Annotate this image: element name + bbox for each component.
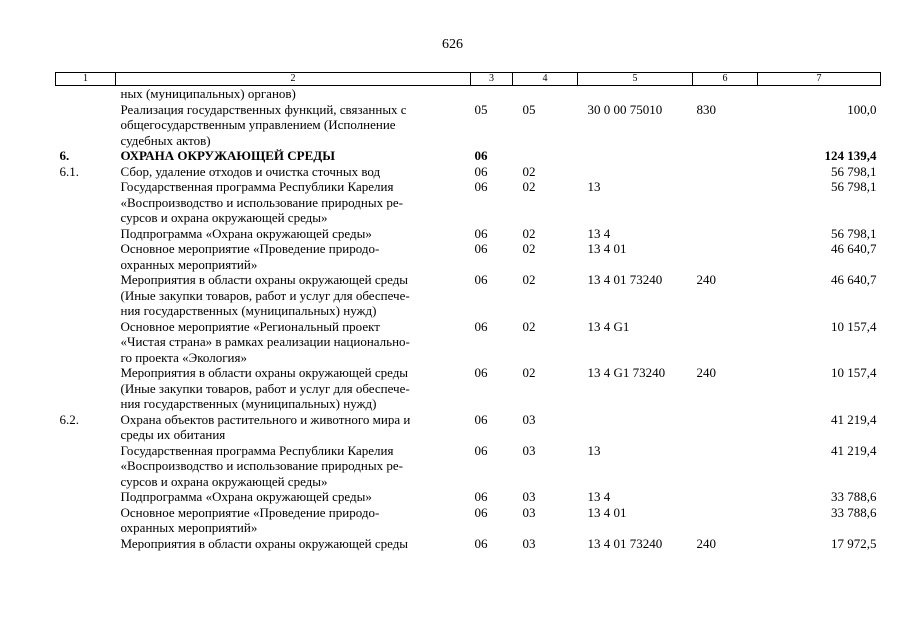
row-number-cell bbox=[56, 505, 116, 536]
amount-cell bbox=[758, 86, 881, 102]
row-name-line: судебных актов) bbox=[120, 132, 211, 148]
header-col-5: 5 bbox=[578, 73, 693, 86]
row-name-cell bbox=[116, 226, 471, 242]
subsection-code-cell: 03 bbox=[522, 504, 536, 520]
page-number: 626 bbox=[442, 37, 463, 52]
section-code-cell: 06 bbox=[474, 442, 488, 458]
subsection-code-cell: 02 bbox=[522, 179, 536, 194]
row-name-line: ОХРАНА ОКРУЖАЮЩЕЙ СРЕДЫ bbox=[120, 148, 335, 163]
row-name-cell bbox=[116, 102, 471, 149]
row-name-line: «Чистая страна» в рамках реализации национально- bbox=[120, 334, 410, 349]
expense-type-cell bbox=[693, 86, 758, 102]
table-row bbox=[56, 148, 881, 164]
row-name-cell bbox=[116, 505, 471, 536]
row-name-cell bbox=[116, 272, 471, 319]
row-number-cell bbox=[56, 319, 116, 366]
row-number-cell bbox=[56, 226, 116, 242]
header-col-6: 6 bbox=[693, 73, 758, 86]
expense-type-cell bbox=[693, 148, 758, 164]
expense-type-cell bbox=[693, 443, 758, 490]
row-number-cell: 6.1. bbox=[59, 163, 79, 179]
subsection-code-cell: 03 bbox=[522, 535, 536, 551]
target-article-cell: 13 bbox=[587, 179, 601, 194]
row-name-line: Основное мероприятие «Проведение природо- bbox=[120, 504, 380, 520]
table-header bbox=[56, 73, 881, 86]
table-row bbox=[56, 443, 881, 490]
subsection-code-cell: 02 bbox=[522, 272, 536, 287]
subsection-code-cell: 03 bbox=[522, 489, 536, 504]
subsection-code-cell: 02 bbox=[522, 241, 536, 256]
row-number-cell bbox=[56, 102, 116, 149]
section-code-cell: 06 bbox=[474, 318, 488, 334]
row-name-line: Мероприятия в области охраны окружающей среды bbox=[120, 535, 409, 551]
amount-cell: 41 219,4 bbox=[831, 442, 877, 458]
row-number-cell bbox=[56, 536, 116, 552]
amount-cell: 33 788,6 bbox=[831, 504, 877, 520]
section-code-cell: 06 bbox=[474, 179, 488, 194]
row-number-cell bbox=[56, 241, 116, 272]
section-code-cell: 06 bbox=[474, 489, 488, 504]
row-number-cell: 6.2. bbox=[59, 411, 79, 427]
row-name-cell bbox=[116, 536, 471, 552]
row-name-line: Подпрограмма «Охрана окружающей среды» bbox=[120, 225, 372, 241]
target-article-cell: 30 0 00 75010 bbox=[587, 101, 663, 117]
subsection-code-cell: 02 bbox=[522, 318, 536, 334]
target-article-cell bbox=[578, 412, 693, 443]
row-name-cell bbox=[116, 319, 471, 366]
amount-cell: 33 788,6 bbox=[831, 489, 877, 504]
amount-cell: 56 798,1 bbox=[831, 163, 877, 179]
target-article-cell bbox=[578, 148, 693, 164]
section-code-cell bbox=[471, 86, 513, 102]
table-row bbox=[56, 102, 881, 149]
row-name-line: ния государственных (муниципальных) нужд) bbox=[120, 396, 377, 411]
subsection-code-cell: 05 bbox=[522, 101, 536, 117]
section-code-cell: 06 bbox=[474, 272, 488, 287]
amount-cell: 124 139,4 bbox=[824, 148, 877, 163]
row-name-line: Подпрограмма «Охрана окружающей среды» bbox=[120, 489, 372, 504]
target-article-cell: 13 4 01 bbox=[587, 504, 627, 520]
row-name-cell bbox=[116, 179, 471, 226]
row-name-cell bbox=[116, 365, 471, 412]
row-name-line: го проекта «Экология» bbox=[120, 349, 247, 365]
expense-type-cell bbox=[693, 412, 758, 443]
header-col-1: 1 bbox=[56, 73, 116, 86]
subsection-code-cell: 02 bbox=[522, 365, 536, 380]
amount-cell: 56 798,1 bbox=[831, 225, 877, 241]
expense-type-cell bbox=[693, 226, 758, 242]
table-row bbox=[56, 86, 881, 102]
row-number-cell bbox=[56, 365, 116, 412]
budget-table bbox=[55, 72, 881, 551]
header-col-2: 2 bbox=[116, 73, 471, 86]
row-number-cell: 6. bbox=[59, 148, 70, 163]
table-row bbox=[56, 226, 881, 242]
subsection-code-cell: 03 bbox=[522, 442, 536, 458]
table-row bbox=[56, 164, 881, 180]
row-name-line: охранных мероприятий» bbox=[120, 256, 258, 272]
target-article-cell: 13 4 01 bbox=[587, 241, 627, 256]
subsection-code-cell: 03 bbox=[522, 411, 536, 427]
row-number-cell bbox=[56, 272, 116, 319]
table-row bbox=[56, 319, 881, 366]
section-code-cell: 06 bbox=[474, 163, 488, 179]
section-code-cell: 06 bbox=[474, 504, 488, 520]
row-number-cell bbox=[56, 443, 116, 490]
row-number-cell bbox=[56, 179, 116, 226]
section-code-cell: 06 bbox=[474, 148, 488, 163]
row-name-cell bbox=[116, 164, 471, 180]
table-row bbox=[56, 272, 881, 319]
row-name-line: Мероприятия в области охраны окружающей среды bbox=[120, 365, 409, 380]
amount-cell: 46 640,7 bbox=[831, 272, 877, 287]
row-name-line: Сбор, удаление отходов и очистка сточных вод bbox=[120, 163, 381, 179]
amount-cell: 10 157,4 bbox=[831, 318, 877, 334]
header-row bbox=[56, 73, 881, 86]
row-name-line: Государственная программа Республики Карелия bbox=[120, 442, 394, 458]
amount-cell: 41 219,4 bbox=[831, 411, 877, 427]
section-code-cell: 06 bbox=[474, 365, 488, 380]
amount-cell: 56 798,1 bbox=[831, 179, 877, 194]
target-article-cell bbox=[578, 164, 693, 180]
table-row bbox=[56, 412, 881, 443]
row-name-line: Государственная программа Республики Карелия bbox=[120, 179, 394, 194]
table-body bbox=[56, 86, 881, 552]
row-name-line: ния государственных (муниципальных) нужд) bbox=[120, 303, 377, 318]
table-row bbox=[56, 505, 881, 536]
row-number-cell bbox=[56, 489, 116, 505]
target-article-cell: 13 4 bbox=[587, 489, 611, 504]
row-name-line: Основное мероприятие «Региональный проект bbox=[120, 318, 380, 334]
target-article-cell bbox=[578, 86, 693, 102]
row-name-line: (Иные закупки товаров, работ и услуг для обеспече- bbox=[120, 287, 410, 303]
amount-cell: 10 157,4 bbox=[831, 365, 877, 380]
expense-type-cell: 240 bbox=[696, 272, 716, 287]
section-code-cell: 06 bbox=[474, 225, 488, 241]
target-article-cell: 13 4 G1 73240 bbox=[587, 365, 666, 380]
row-name-cell bbox=[116, 148, 471, 164]
expense-type-cell bbox=[693, 319, 758, 366]
row-name-cell bbox=[116, 86, 471, 102]
row-name-line: общегосударственным управлением (Исполнение bbox=[120, 117, 396, 132]
row-name-line: охранных мероприятий» bbox=[120, 520, 258, 535]
amount-cell: 46 640,7 bbox=[831, 241, 877, 256]
expense-type-cell: 240 bbox=[696, 365, 716, 380]
table-row bbox=[56, 536, 881, 552]
subsection-code-cell: 02 bbox=[522, 225, 536, 241]
header-col-4: 4 bbox=[513, 73, 578, 86]
table-row bbox=[56, 179, 881, 226]
subsection-code-cell bbox=[513, 86, 578, 102]
table-row bbox=[56, 489, 881, 505]
expense-type-cell bbox=[693, 489, 758, 505]
row-name-cell bbox=[116, 412, 471, 443]
target-article-cell: 13 bbox=[587, 442, 601, 458]
expense-type-cell: 240 bbox=[696, 535, 716, 551]
table-row bbox=[56, 241, 881, 272]
row-name-line: Основное мероприятие «Проведение природо- bbox=[120, 241, 380, 256]
target-article-cell: 13 4 01 73240 bbox=[587, 535, 663, 551]
row-name-line: среды их обитания bbox=[120, 427, 226, 442]
expense-type-cell bbox=[693, 505, 758, 536]
amount-cell: 17 972,5 bbox=[831, 535, 877, 551]
target-article-cell: 13 4 bbox=[587, 225, 611, 241]
row-name-line: сурсов и охрана окружающей среды» bbox=[120, 210, 328, 225]
target-article-cell: 13 4 G1 bbox=[587, 318, 630, 334]
row-name-cell bbox=[116, 489, 471, 505]
header-col-3: 3 bbox=[471, 73, 513, 86]
section-code-cell: 06 bbox=[474, 241, 488, 256]
row-name-cell bbox=[116, 241, 471, 272]
row-name-cell bbox=[116, 443, 471, 490]
row-number-cell bbox=[56, 86, 116, 102]
amount-cell: 100,0 bbox=[847, 101, 877, 117]
section-code-cell: 06 bbox=[474, 535, 488, 551]
row-name-line: Охрана объектов растительного и животного мира и bbox=[120, 411, 411, 427]
section-code-cell: 06 bbox=[474, 411, 488, 427]
header-col-7: 7 bbox=[758, 73, 881, 86]
row-name-line: ных (муниципальных) органов) bbox=[120, 86, 296, 101]
target-article-cell: 13 4 01 73240 bbox=[587, 272, 663, 287]
row-name-line: сурсов и охрана окружающей среды» bbox=[120, 473, 328, 489]
table-row bbox=[56, 365, 881, 412]
row-name-line: Мероприятия в области охраны окружающей среды bbox=[120, 272, 409, 287]
expense-type-cell bbox=[693, 241, 758, 272]
subsection-code-cell bbox=[513, 148, 578, 164]
section-code-cell: 05 bbox=[474, 101, 488, 117]
expense-type-cell: 830 bbox=[696, 101, 716, 117]
row-name-line: Реализация государственных функций, связанных с bbox=[120, 101, 407, 117]
row-name-line: (Иные закупки товаров, работ и услуг для обеспече- bbox=[120, 380, 410, 396]
row-name-line: «Воспроизводство и использование природных ре- bbox=[120, 194, 403, 210]
subsection-code-cell: 02 bbox=[522, 163, 536, 179]
row-name-line: «Воспроизводство и использование природных ре- bbox=[120, 458, 403, 473]
expense-type-cell bbox=[693, 164, 758, 180]
expense-type-cell bbox=[693, 179, 758, 226]
